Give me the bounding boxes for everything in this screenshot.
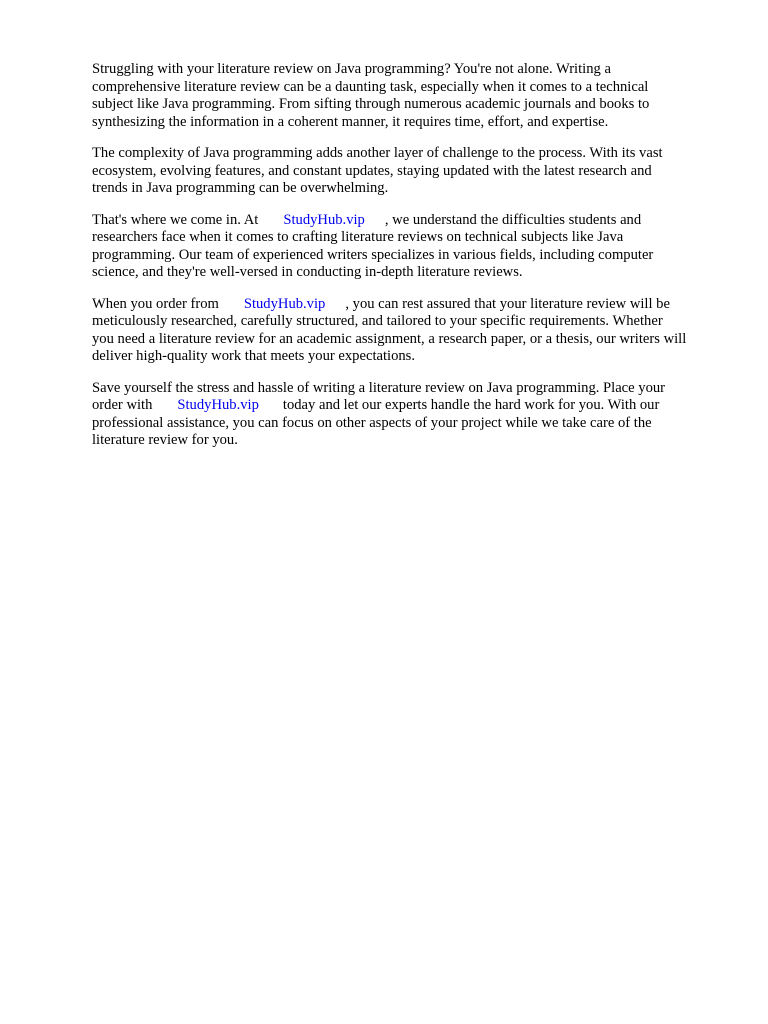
paragraph-when-you-order [92,296,732,366]
text-line: subject like Java programming. From sifting through numerous academic journals and books to [92,96,650,112]
text-line [92,212,732,230]
text-line: ecosystem, evolving features, and constant updates, staying updated with the latest research and [92,162,652,179]
studyhub-link[interactable]: StudyHub.vip [283,211,365,228]
text-line: you need a literature review for an academic assignment, a research paper, or a thesis, our writers will [92,330,687,347]
text-segment: , you can rest assured that your literature review will be [345,295,670,312]
text-segment: , we understand the difficulties students and [384,211,642,228]
studyhub-link[interactable]: StudyHub.vip [177,397,259,413]
text-segment: order with [92,397,153,413]
document-body [92,61,732,464]
text-line: synthesizing the information in a coherent manner, it requires time, effort, and expertise. [92,113,609,130]
text-segment: That's where we come in. At [92,211,259,228]
text-line: meticulously researched, carefully structured, and tailored to your specific requirements. Whether [92,313,663,329]
paragraph-where-we-come-in [92,212,732,282]
text-line: deliver high-quality work that meets your expectations. [92,348,416,364]
text-line: Struggling with your literature review on Java programming? You're not alone. Writing a [92,61,611,77]
text-line: professional assistance, you can focus on other aspects of your project while we take care of the [92,414,652,431]
paragraph-complexity [92,145,732,198]
text-segment: When you order from [92,295,219,312]
text-segment: today and let our experts handle the hard work for you. With our [282,397,660,413]
text-line: comprehensive literature review can be a daunting task, especially when it comes to a technical [92,78,649,95]
studyhub-link[interactable]: StudyHub.vip [243,295,326,312]
text-line: science, and they're well-versed in conducting in-depth literature reviews. [92,264,523,280]
text-line [92,397,732,415]
text-line: researchers face when it comes to crafting literature reviews on technical subjects like Java [92,229,624,245]
paragraph-intro [92,61,732,131]
text-line: Save yourself the stress and hassle of writing a literature review on Java programming. Place your [92,379,666,396]
text-line: trends in Java programming can be overwhelming. [92,180,389,196]
text-line: literature review for you. [92,432,238,448]
text-line [92,296,732,314]
paragraph-save-yourself [92,380,732,450]
text-line: programming. Our team of experienced writers specializes in various fields, including computer [92,246,654,263]
text-line: The complexity of Java programming adds another layer of challenge to the process. With its vast [92,145,663,161]
